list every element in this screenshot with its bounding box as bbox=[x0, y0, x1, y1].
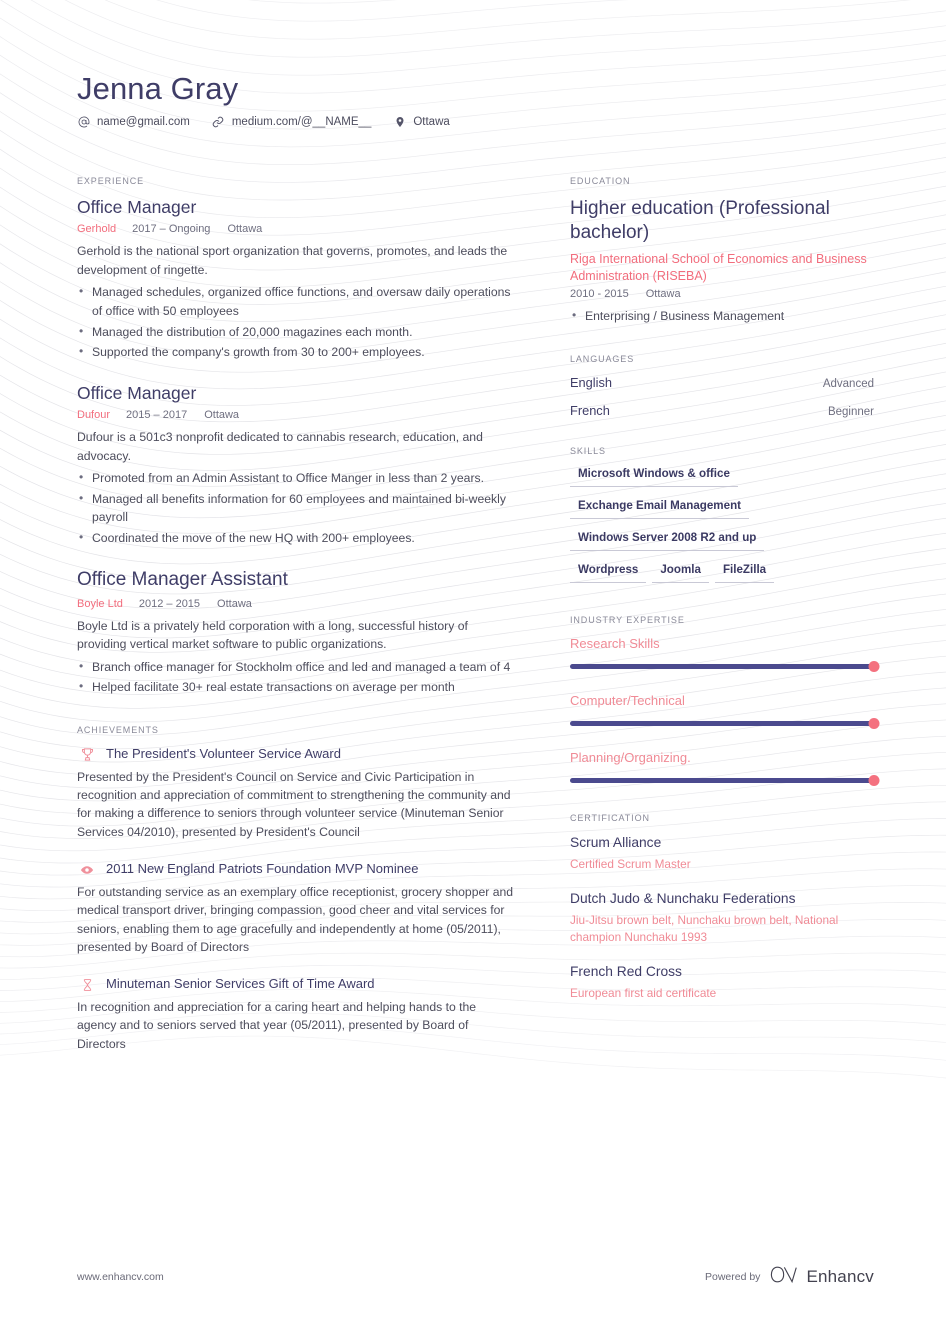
at-icon bbox=[77, 115, 90, 128]
skill-chip[interactable]: Microsoft Windows & office bbox=[570, 467, 738, 487]
certification-item bbox=[570, 963, 874, 1002]
footer-website-url[interactable]: www.enhancv.com bbox=[77, 1271, 164, 1283]
experience-meta bbox=[77, 598, 517, 610]
enhancv-logo-icon bbox=[770, 1265, 798, 1289]
candidate-name: Jenna Gray bbox=[77, 71, 239, 106]
languages-section bbox=[570, 354, 874, 418]
expertise-name: Research Skills bbox=[570, 635, 660, 651]
education-section-label: EDUCATION bbox=[570, 176, 631, 186]
achievement-title: The President's Volunteer Service Award bbox=[106, 745, 341, 761]
certification-item bbox=[570, 890, 874, 946]
achievement-item bbox=[77, 746, 517, 841]
resume-footer bbox=[77, 1265, 874, 1289]
experience-location: Ottawa bbox=[227, 223, 263, 236]
expertise-name: Planning/Organizing. bbox=[570, 749, 691, 765]
language-row bbox=[570, 403, 874, 418]
achievement-description: For outstanding service as an exemplary office receptionist, grocery shopper and medical transport driver, bringing compassion, good cheer and vital services for seniors, enabling them to age gracefully and independently at home (05/2011), presented by Board of Directors bbox=[77, 884, 514, 954]
trophy-icon bbox=[77, 746, 97, 764]
contact-website[interactable] bbox=[212, 115, 372, 128]
location-pin-icon bbox=[393, 115, 406, 128]
achievement-header bbox=[77, 861, 517, 879]
education-institution: Riga International School of Economics and Business Administration (RISEBA) bbox=[570, 251, 867, 283]
experience-company: Gerhold bbox=[77, 223, 117, 236]
expertise-item bbox=[570, 750, 874, 785]
right-column bbox=[570, 176, 874, 1030]
skill-row bbox=[570, 499, 874, 519]
expertise-slider-knob[interactable] bbox=[869, 718, 880, 729]
experience-location: Ottawa bbox=[204, 408, 240, 421]
skills-section-label: SKILLS bbox=[570, 445, 606, 456]
experience-dates: 2012 – 2015 bbox=[138, 597, 201, 610]
achievement-title: Minuteman Senior Services Gift of Time Award bbox=[106, 976, 375, 992]
experience-bullet: • Supported the company's growth from 30 to 200+ employees. bbox=[77, 343, 517, 362]
expertise-slider-knob[interactable] bbox=[869, 775, 880, 786]
skill-chip[interactable]: Exchange Email Management bbox=[570, 499, 749, 519]
experience-job-title: Office Manager bbox=[77, 197, 197, 217]
language-level: Beginner bbox=[827, 405, 874, 418]
contact-location-text: Ottawa bbox=[413, 115, 450, 128]
experience-bullet-list bbox=[77, 469, 517, 547]
certification-title: Scrum Alliance bbox=[570, 834, 662, 850]
left-column bbox=[77, 176, 517, 1081]
skill-chip[interactable]: Windows Server 2008 R2 and up bbox=[570, 531, 764, 551]
experience-bullet: • Branch office manager for Stockholm office and led and managed a team of 4 bbox=[77, 658, 517, 677]
achievement-header bbox=[77, 976, 517, 994]
experience-description: Boyle Ltd is a privately held corporation with a long, successful history of providing vertical market software to public organizations. bbox=[77, 618, 468, 652]
experience-entry bbox=[77, 197, 517, 362]
certification-subtitle: Certified Scrum Master bbox=[570, 856, 691, 871]
contact-email[interactable] bbox=[77, 115, 190, 128]
footer-branding bbox=[705, 1265, 874, 1289]
skill-row bbox=[570, 563, 874, 583]
contact-row bbox=[77, 115, 577, 128]
experience-bullet: • Promoted from an Admin Assistant to Office Manger in less than 2 years. bbox=[77, 469, 517, 488]
education-entry bbox=[570, 197, 874, 326]
expertise-item bbox=[570, 693, 874, 728]
skill-chip[interactable]: FileZilla bbox=[715, 563, 774, 583]
experience-company: Boyle Ltd bbox=[77, 597, 123, 610]
expertise-slider[interactable] bbox=[570, 661, 874, 671]
skill-chip[interactable]: Joomla bbox=[652, 563, 709, 583]
skills-list bbox=[570, 467, 874, 583]
education-bullet: • Enterprising / Business Management bbox=[570, 307, 874, 326]
certification-title: Dutch Judo & Nunchaku Federations bbox=[570, 890, 796, 906]
experience-meta bbox=[77, 223, 517, 235]
experience-section-label: EXPERIENCE bbox=[77, 176, 145, 186]
education-meta bbox=[570, 251, 874, 301]
experience-bullet: • Coordinated the move of the new HQ with 200+ employees. bbox=[77, 529, 517, 548]
experience-location: Ottawa bbox=[217, 597, 252, 610]
achievements-section-label: ACHIEVEMENTS bbox=[77, 724, 159, 735]
skill-chip[interactable]: Wordpress bbox=[570, 563, 646, 583]
education-dates: 2010 - 2015 bbox=[570, 288, 629, 301]
experience-entry bbox=[77, 383, 517, 548]
skills-section bbox=[570, 446, 874, 583]
expertise-slider-fill bbox=[570, 664, 874, 669]
certification-section-label: CERTIFICATION bbox=[570, 812, 650, 823]
expertise-slider-knob[interactable] bbox=[869, 661, 880, 672]
experience-dates: 2017 – Ongoing bbox=[132, 223, 211, 236]
experience-bullet-list bbox=[77, 283, 517, 361]
eye-icon bbox=[77, 861, 97, 879]
experience-description: Dufour is a 501c3 nonprofit dedicated to cannabis research, education, and advocacy. bbox=[77, 429, 483, 463]
education-location: Ottawa bbox=[645, 288, 681, 301]
achievement-description: In recognition and appreciation for a caring heart and helping hands to the agency and to seniors served that year (05/2011), presented by Board of Directors bbox=[77, 1000, 477, 1051]
link-icon bbox=[212, 115, 225, 128]
contact-email-text: name@gmail.com bbox=[97, 115, 190, 128]
certification-subtitle: Jiu-Jitsu brown belt, Nunchaku brown belt, National champion Nunchaku 1993 bbox=[570, 912, 839, 944]
experience-section bbox=[77, 176, 517, 697]
language-row bbox=[570, 375, 874, 390]
experience-entry bbox=[77, 568, 517, 697]
hourglass-icon bbox=[77, 976, 97, 994]
skill-row bbox=[570, 467, 874, 487]
industry-expertise-section-label: INDUSTRY EXPERTISE bbox=[570, 614, 685, 625]
language-name: French bbox=[570, 402, 610, 418]
certification-subtitle: European first aid certificate bbox=[570, 985, 717, 1000]
language-level: Advanced bbox=[822, 377, 874, 390]
expertise-slider[interactable] bbox=[570, 775, 874, 785]
skill-row bbox=[570, 531, 874, 551]
experience-job-title: Office Manager bbox=[77, 382, 197, 403]
expertise-slider-fill bbox=[570, 778, 874, 783]
experience-meta bbox=[77, 409, 517, 421]
experience-bullet: • Managed all benefits information for 60 employees and maintained bi-weekly payroll bbox=[77, 490, 517, 527]
education-bullet-list bbox=[570, 307, 874, 326]
experience-bullet: • Managed schedules, organized office functions, and oversaw daily operations of office with 50 employees bbox=[77, 283, 517, 320]
contact-location[interactable] bbox=[393, 115, 449, 128]
contact-website-text: medium.com/@__NAME__ bbox=[231, 115, 372, 128]
education-degree: Higher education (Professional bachelor) bbox=[570, 198, 830, 244]
certification-section bbox=[570, 813, 874, 1002]
experience-company: Dufour bbox=[77, 408, 111, 421]
expertise-item bbox=[570, 636, 874, 671]
experience-job-title: Office Manager Assistant bbox=[77, 569, 288, 591]
experience-dates: 2015 – 2017 bbox=[126, 408, 188, 421]
language-name: English bbox=[570, 374, 612, 390]
resume-header bbox=[77, 72, 577, 128]
certification-item bbox=[570, 834, 874, 873]
enhancv-brand-name: Enhancv bbox=[806, 1267, 874, 1286]
industry-expertise-section bbox=[570, 615, 874, 785]
experience-bullet: • Managed the distribution of 20,000 magazines each month. bbox=[77, 323, 517, 342]
languages-section-label: LANGUAGES bbox=[570, 353, 635, 364]
expertise-slider[interactable] bbox=[570, 718, 874, 728]
achievement-item bbox=[77, 976, 517, 1053]
achievement-header bbox=[77, 746, 517, 764]
experience-bullet: • Helped facilitate 30+ real estate transactions on average per month bbox=[77, 678, 517, 697]
achievement-item bbox=[77, 861, 517, 956]
achievement-description: Presented by the President's Council on Service and Civic Participation in recognition and appreciation of commitment to strengthening the community and for making a difference to seniors through volunteer service (Minuteman Senior Services 04/2010), presented by President's Council bbox=[77, 769, 511, 839]
certification-title: French Red Cross bbox=[570, 964, 682, 980]
education-section bbox=[570, 176, 874, 326]
expertise-name: Computer/Technical bbox=[570, 692, 685, 708]
achievement-title: 2011 New England Patriots Foundation MVP Nominee bbox=[106, 860, 419, 876]
experience-bullet-list bbox=[77, 658, 517, 697]
powered-by-label: Powered by bbox=[704, 1271, 761, 1283]
enhancv-brand bbox=[770, 1265, 874, 1289]
experience-description: Gerhold is the national sport organization that governs, promotes, and leads the development of ringette. bbox=[77, 244, 508, 277]
expertise-slider-fill bbox=[570, 721, 874, 726]
achievements-section bbox=[77, 725, 517, 1053]
